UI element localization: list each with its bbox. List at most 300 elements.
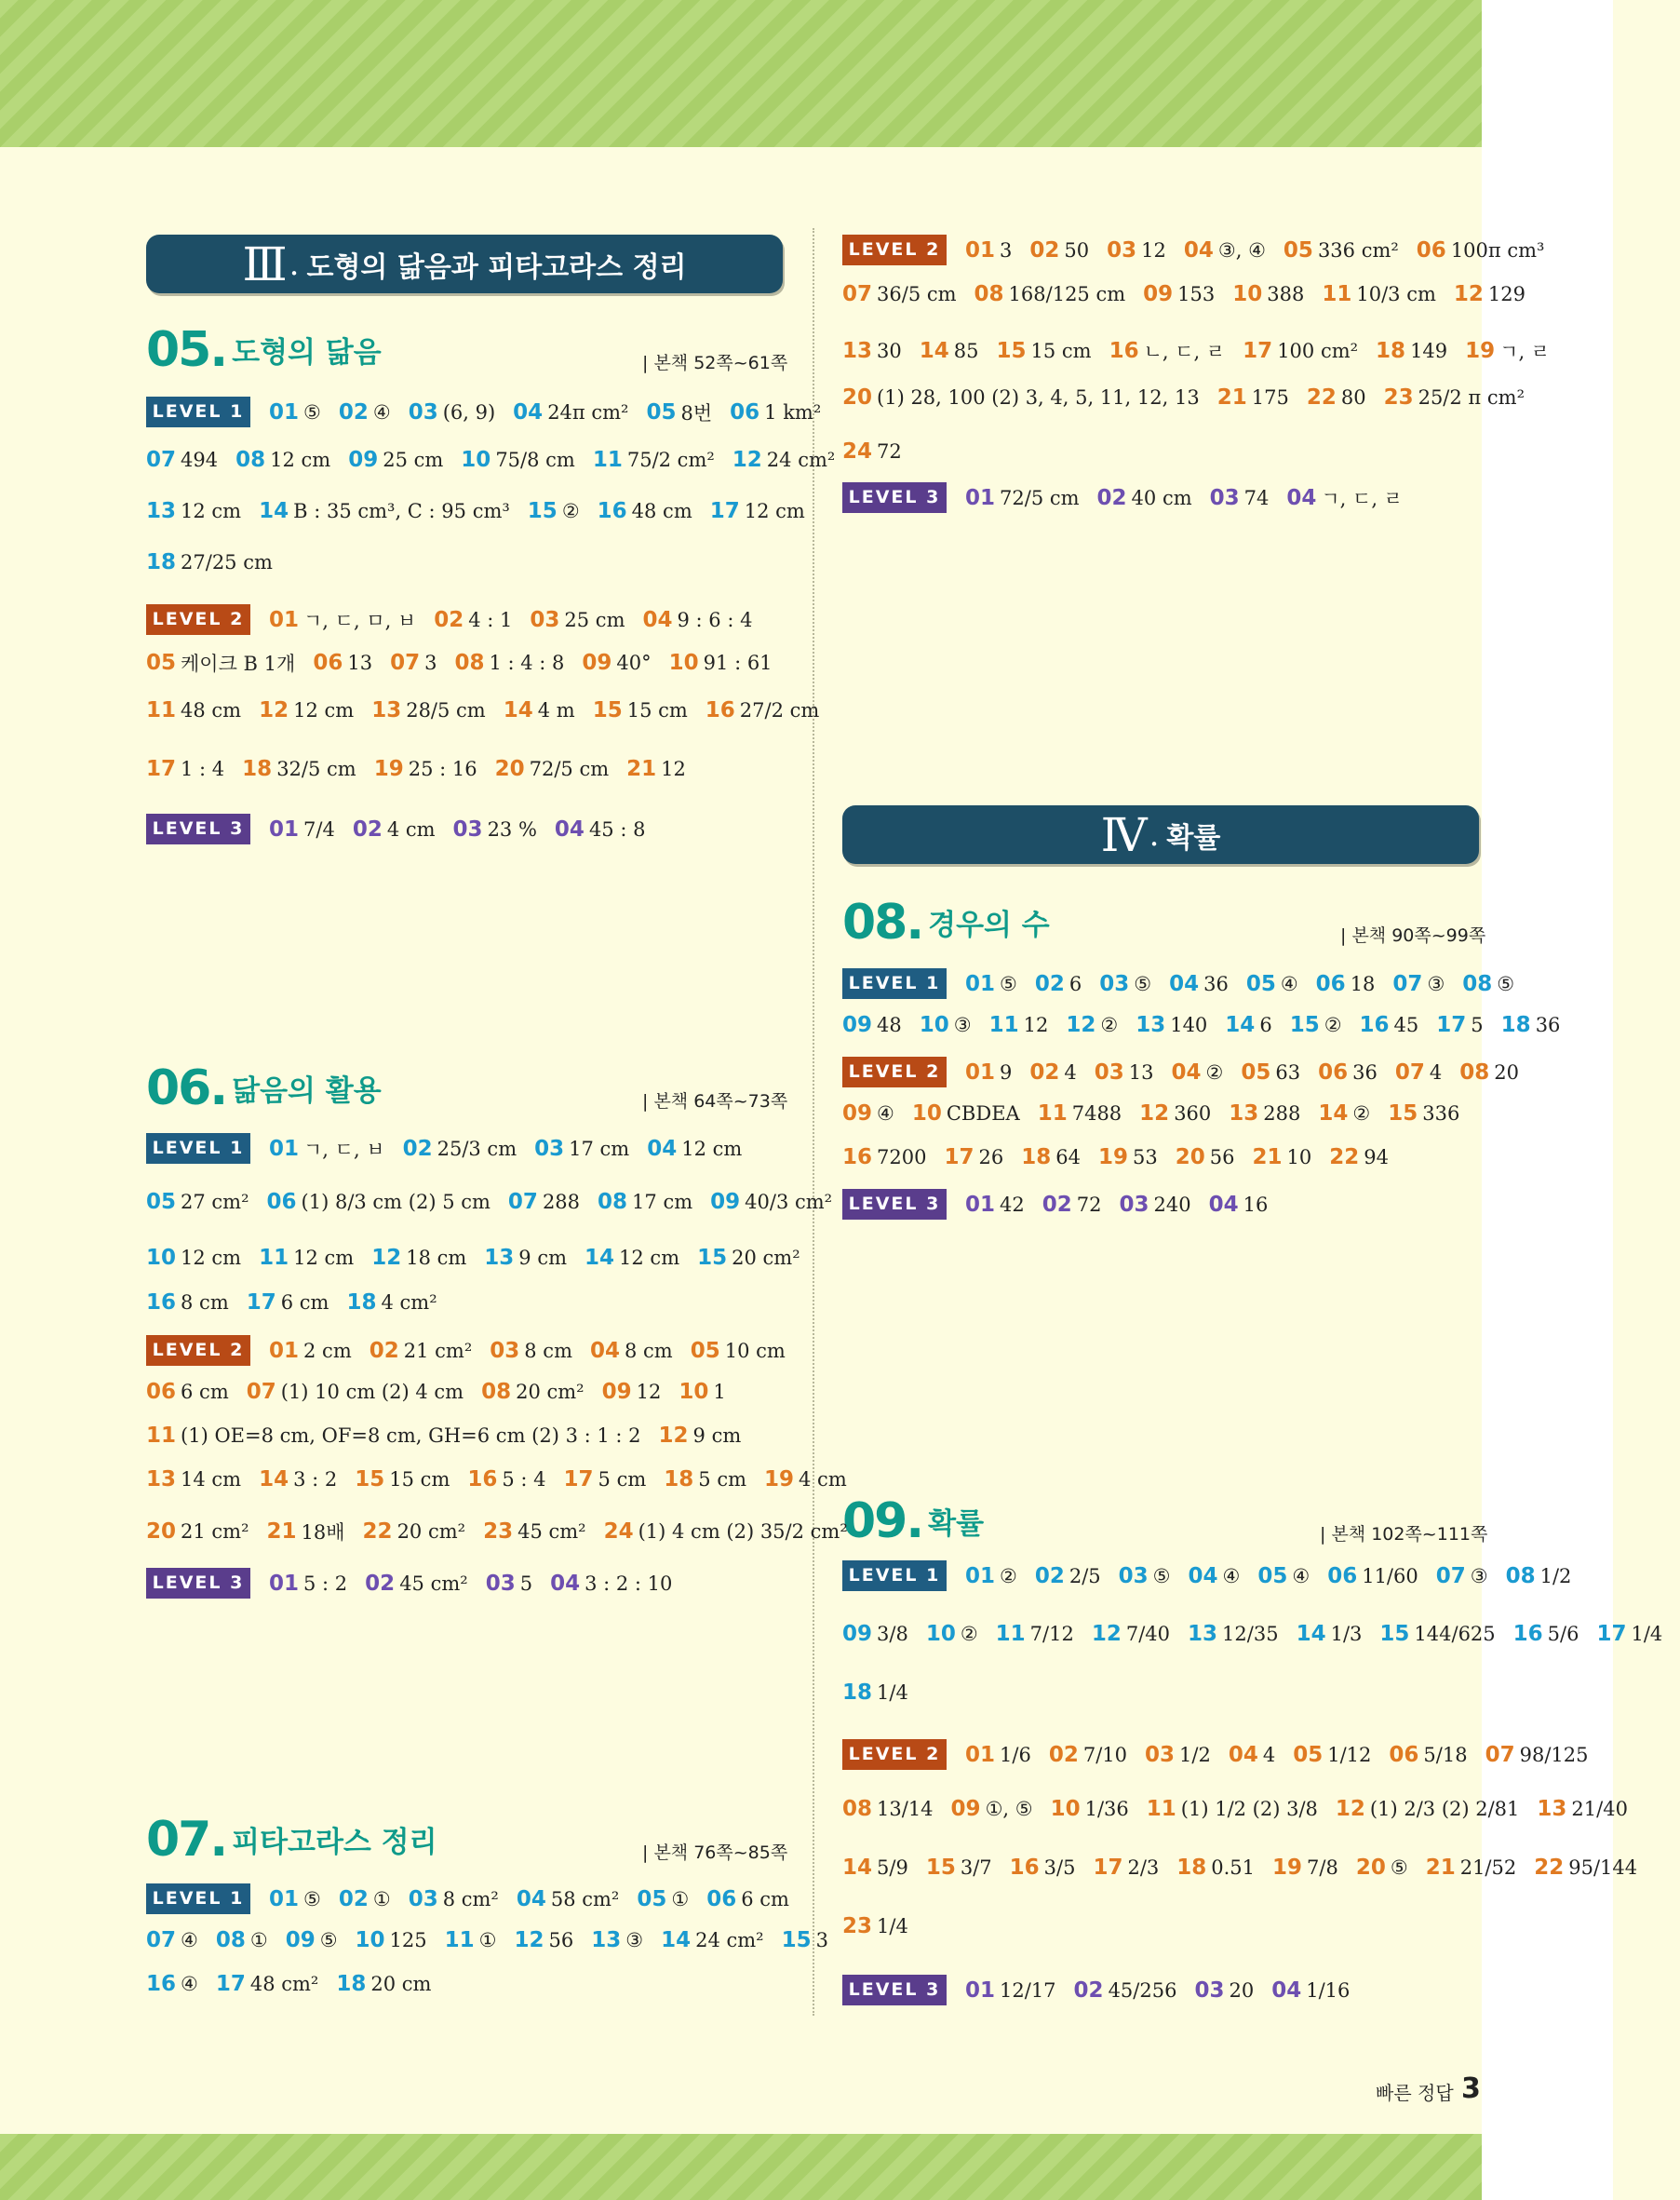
answer-value: 9 cm [692,1424,742,1447]
answer-item [842,1856,908,1880]
answer-item [1109,337,1226,365]
answer-item [1336,1797,1520,1821]
answer-item [269,817,335,842]
answer-item [951,1797,1033,1821]
answer-item [661,1928,764,1952]
answer-value: ③ [1427,972,1445,995]
answer-item [555,817,646,842]
question-number: 03 [1094,1060,1124,1085]
answer-value: 36 [1535,1014,1561,1036]
answer-value: ① [372,1887,391,1910]
question-number: 06 [1318,1060,1349,1085]
question-number: 05 [1293,1742,1324,1767]
level-badge: LEVEL 3 [146,814,250,844]
answer-item [1051,1797,1129,1821]
answer-item [582,651,651,675]
question-number: 04 [589,1338,620,1363]
answer-value: 1/12 [1327,1743,1372,1766]
answer-row [842,385,1542,410]
answer-item [508,1190,580,1214]
answer-value: 36 [1352,1060,1378,1084]
answer-item [1293,1743,1371,1767]
answer-item [679,1380,725,1404]
question-number: 02 [1029,237,1060,263]
question-number: 08 [598,1190,628,1214]
question-number: 04 [1171,1060,1202,1085]
answer-value: 1 : 4 : 8 [489,652,565,674]
answer-value: 494 [181,449,219,471]
question-number: 12 [1139,1101,1170,1126]
question-number: 04 [1271,1977,1302,2003]
answer-row [842,1057,1537,1087]
level-badge: LEVEL 1 [146,1883,250,1914]
question-number: 20 [842,385,873,410]
answer-item [989,1013,1049,1037]
section-08-header [842,895,1050,951]
question-number: 18 [1500,1013,1531,1037]
question-number: 16 [146,1290,177,1315]
answer-value: 50 [1064,238,1090,262]
answer-value: 18 cm [406,1247,467,1269]
question-number: 02 [338,399,369,425]
answer-value: 17 cm [632,1191,693,1213]
answer-row [842,968,1532,999]
question-number: 18 [1376,339,1406,363]
question-number: 14 [842,1856,873,1880]
question-number: 06 [1389,1742,1419,1767]
answer-value: 26 [978,1146,1004,1168]
answer-value: 1/4 [877,1681,908,1704]
answer-row [146,649,790,677]
answer-item [1189,1564,1241,1588]
answer-item [1436,1564,1488,1588]
question-number: 08 [842,1797,873,1821]
answer-value: ④ [181,1929,198,1951]
question-number: 16 [1512,1622,1543,1646]
question-number: 01 [269,1338,300,1363]
question-number: 17 [709,499,740,523]
question-number: 05 [637,1886,667,1911]
answer-value: ④ [181,1973,198,1995]
chapter-3-numeral: Ⅲ [242,236,288,291]
question-number: 20 [1355,1856,1386,1880]
level-badge: LEVEL 3 [842,1189,947,1220]
question-number: 09 [842,1622,873,1646]
answer-item [842,1145,926,1169]
answer-value: 5 : 2 [303,1572,348,1595]
question-number: 03 [1099,971,1130,996]
question-number: 07 [1435,1563,1466,1588]
answer-item [920,339,979,363]
question-number: 11 [1146,1797,1176,1821]
question-number: 23 [483,1519,514,1544]
answer-item [339,400,391,425]
answer-value: 144/625 [1414,1623,1496,1645]
question-number: 07 [1394,1060,1425,1085]
answer-row [146,1467,865,1491]
question-number: 24 [842,439,873,464]
answer-item [403,1137,517,1161]
answer-item [1252,1145,1311,1169]
section-title: 경우의 수 [928,909,1050,942]
answer-value: 6 [1259,1014,1272,1036]
answer-item [353,817,436,842]
answer-value: ㄱ, ㄷ, ㅁ, ㅂ [303,609,417,632]
answer-item [842,1680,908,1705]
answer-item [965,486,1080,510]
question-number: 18 [346,1290,377,1315]
answer-value: 36/5 cm [877,283,957,305]
answer-value: 40 cm [1131,486,1192,509]
answer-value: 12/35 [1222,1623,1279,1645]
column-divider [813,228,814,2016]
answer-item [146,1972,198,1996]
answer-value: 10 cm [724,1339,786,1362]
question-number: 02 [365,1571,396,1596]
question-number: 15 [355,1467,385,1491]
answer-value: ㄱ, ㄷ, ㅂ [303,1138,385,1161]
answer-row [842,482,1420,513]
answer-item [371,1246,466,1270]
answer-value: 9 cm [518,1247,568,1269]
answer-item [1225,1013,1271,1037]
level-badge: LEVEL 1 [842,968,947,999]
answer-item [235,448,330,472]
answer-value: 12 [1141,238,1166,262]
answer-value: 48 cm² [249,1973,319,1995]
question-number: 09 [285,1928,316,1952]
question-number: 21 [1216,385,1247,410]
question-number: 10 [1232,282,1263,306]
question-number: 01 [269,1136,300,1161]
answer-value: 21/52 [1459,1856,1517,1879]
answer-item [997,339,1092,363]
answer-row [842,235,1562,265]
answer-value: 13 [347,652,373,674]
answer-value: 7488 [1071,1102,1122,1125]
answer-item [1139,1101,1211,1126]
answer-value: 388 [1267,283,1305,305]
question-number: 19 [764,1467,795,1491]
answer-item [710,1190,832,1214]
answer-value: 12 cm [744,500,805,522]
question-number: 12 [1066,1013,1096,1037]
answer-value: 15 cm [1030,340,1092,362]
question-number: 14 [585,1246,615,1270]
answer-item [1107,238,1166,263]
answer-item [1098,1145,1158,1169]
answer-value: 18 [1350,972,1376,995]
answer-item [842,439,902,464]
question-number: 05 [646,399,677,425]
question-number: 02 [1034,971,1065,996]
question-number: 11 [146,1424,177,1448]
answer-item [1217,385,1289,410]
section-05-header [146,322,382,378]
answer-row [842,1914,926,1938]
question-number: 09 [1143,282,1174,306]
question-number: 02 [1029,1060,1060,1085]
answer-item [710,499,805,523]
answer-item [1465,337,1550,365]
answer-value: ㄴ, ㄷ, ㄹ [1143,341,1226,363]
answer-item [1176,1856,1255,1880]
answer-row [146,1190,850,1214]
question-number: 01 [269,399,300,425]
answer-row [842,1975,1367,2005]
question-number: 04 [1183,237,1214,263]
answer-item [146,1928,198,1952]
question-number: 09 [842,1013,873,1037]
answer-item [585,1246,679,1270]
answer-item [974,282,1126,306]
question-number: 06 [266,1190,297,1214]
answer-value: 129 [1487,283,1525,305]
question-number: 14 [259,1467,289,1491]
answer-item [591,1928,643,1952]
answer-value: 153 [1177,283,1216,305]
question-number: 23 [1383,385,1414,410]
answer-item [1136,1013,1207,1037]
answer-value: 1/2 [1539,1564,1572,1587]
page-number: 3 [1461,2072,1481,2105]
answer-value: 56 [548,1929,574,1951]
answer-value: ② [1205,1060,1224,1084]
question-number: 09 [601,1380,632,1404]
question-number: 12 [259,698,289,722]
question-number: 07 [842,282,873,306]
answer-item [1093,1856,1159,1880]
answer-value: 25 cm [564,608,625,631]
answer-value: 14 cm [181,1468,242,1491]
answer-value: 12 cm [681,1137,743,1160]
answer-item [1454,282,1525,306]
question-number: 15 [925,1856,956,1880]
answer-value: 48 cm [181,699,242,722]
question-number: 08 [1462,971,1493,996]
answer-item [842,385,1200,410]
answer-item [1356,1856,1408,1880]
answer-item [1194,1978,1254,2003]
question-number: 02 [338,1886,369,1911]
question-number: 13 [371,698,402,722]
answer-row [146,1518,866,1545]
question-number: 09 [950,1797,981,1821]
answer-value: ③ [625,1929,644,1951]
answer-value: 1/36 [1084,1798,1129,1820]
answer-item [146,448,218,472]
section-05-page-ref: | 본책 52쪽~61쪽 [642,353,788,373]
answer-value: ㄱ, ㄹ [1499,341,1551,363]
answer-item [965,972,1017,996]
answer-row [146,1883,807,1914]
question-number: 04 [1228,1742,1258,1767]
bottom-decorative-band [0,2134,1482,2200]
question-number: 15 [527,499,558,523]
question-number: 16 [1109,339,1139,363]
answer-value: ② [1000,1564,1017,1587]
answer-value: 45/256 [1108,1978,1177,2002]
answer-item [659,1424,742,1448]
answer-item [259,1467,337,1491]
question-number: 21 [266,1519,297,1544]
answer-item [242,757,356,781]
question-number: 17 [1243,339,1273,363]
answer-item [504,698,575,722]
question-number: 01 [269,607,300,632]
answer-item [842,1622,908,1646]
answer-value: ③, ④ [1217,238,1266,262]
section-number: 05. [146,322,227,378]
question-number: 07 [1485,1742,1515,1767]
question-number: 03 [452,817,483,842]
answer-item [146,1467,241,1491]
answer-value: 25/3 cm [437,1137,517,1160]
answer-value: 168/125 cm [1008,283,1126,305]
answer-row [146,1290,455,1315]
answer-value: 288 [542,1191,581,1213]
answer-item [453,817,537,842]
answer-item [461,448,575,472]
question-number: 24 [603,1519,634,1544]
answer-item [269,1887,321,1911]
question-number: 17 [1436,1013,1467,1037]
answer-value: B : 35 cm³, C : 95 cm³ [293,500,510,522]
answer-row [842,1145,1406,1169]
answer-item [1241,1060,1300,1085]
answer-item [146,649,295,677]
answer-value: (1) 4 cm (2) 35/2 cm² [638,1520,848,1543]
answer-value: 58 cm² [550,1887,620,1910]
question-number: 02 [402,1136,433,1161]
answer-value: 100 cm² [1277,340,1359,362]
answer-row [842,337,1567,365]
answer-value: 1/16 [1306,1978,1351,2002]
answer-value: 13 [1128,1060,1154,1084]
answer-value: 360 [1174,1102,1212,1125]
answer-value: ③ [1470,1564,1488,1587]
answer-value: 20 cm² [516,1381,585,1403]
answer-value: 8 cm² [442,1887,499,1910]
answer-value: 45 [1393,1014,1419,1036]
answer-value: 48 cm [631,500,692,522]
answer-item [146,550,273,574]
question-number: 02 [352,817,383,842]
answer-value: 9 : 6 : 4 [677,608,753,631]
answer-row [146,1972,449,1996]
section-title: 닮음의 활용 [232,1074,382,1108]
question-number: 07 [246,1380,276,1404]
question-number: 08 [454,651,485,675]
answer-row [842,1013,1578,1037]
answer-item [706,698,820,722]
answer-value: 1/3 [1330,1623,1363,1645]
question-number: 01 [965,1742,996,1767]
question-number: 21 [1425,1856,1456,1880]
answer-value: 27/25 cm [181,551,273,574]
answer-value: ⑤ [1497,972,1515,995]
answer-row [146,1335,803,1366]
answer-item [1272,1856,1338,1880]
level-badge: LEVEL 3 [842,482,947,513]
answer-value: 12 [1023,1014,1049,1036]
question-number: 03 [530,607,560,632]
answer-item [348,448,443,472]
answer-item [1389,1743,1467,1767]
answer-item [1074,1978,1177,2003]
answer-value: 7/10 [1082,1743,1127,1766]
answer-item [1286,484,1403,512]
answer-value: 75/8 cm [495,449,575,471]
section-06-page-ref: | 본책 64쪽~73쪽 [642,1091,788,1112]
level-badge: LEVEL 1 [842,1560,947,1591]
answer-item [842,1797,934,1821]
answer-item [269,1339,352,1363]
question-number: 12 [658,1424,689,1448]
question-number: 17 [246,1290,276,1315]
answer-value: ④ [1292,1564,1310,1587]
question-number: 19 [1272,1856,1303,1880]
answer-value: ③ [953,1014,972,1036]
answer-value: ② [561,500,580,522]
level-badge: LEVEL 1 [146,397,250,427]
answer-item [346,1290,437,1315]
answer-value: ⑤ [1134,972,1152,995]
answer-value: 25 cm [383,449,444,471]
answer-value: 20 [1494,1060,1520,1084]
answer-item [1049,1743,1127,1767]
answer-item [842,1914,908,1938]
question-number: 04 [1169,971,1200,996]
question-number: 10 [911,1101,942,1126]
answer-item [267,1518,345,1545]
answer-value: 3 [424,652,437,674]
level-badge: LEVEL 2 [842,1739,947,1770]
answer-value: 12 cm [619,1247,680,1269]
question-number: 08 [235,448,266,472]
question-number: 03 [1118,1563,1149,1588]
question-number: 05 [146,1190,177,1214]
answer-value: 140 [1170,1014,1208,1036]
question-number: 02 [1073,1977,1104,2003]
answer-value: 91 : 61 [703,652,773,674]
answer-item [646,398,712,426]
question-number: 13 [1136,1013,1166,1037]
answer-item [365,1572,468,1596]
answer-item [534,1137,629,1161]
question-number: 02 [1034,1563,1065,1588]
answer-item [564,1467,647,1491]
question-number: 10 [925,1622,956,1646]
answer-value: ① [478,1929,497,1951]
question-number: 03 [1145,1742,1176,1767]
answer-value: 24π cm² [547,400,629,424]
answer-item [1513,1622,1579,1646]
answer-item [490,1339,572,1363]
answer-item [1176,1145,1235,1169]
question-number: 18 [664,1467,694,1491]
answer-item [409,1887,499,1911]
answer-value: 21/40 [1571,1798,1628,1820]
answer-item [146,1380,229,1404]
chapter-4-numeral: Ⅳ [1100,807,1148,862]
question-number: 03 [1209,485,1240,510]
answer-value: 2 cm [303,1339,352,1362]
question-number: 09 [842,1101,873,1126]
answer-value: 45 : 8 [588,817,646,841]
question-number: 21 [1252,1145,1283,1169]
answer-item [481,1380,585,1404]
